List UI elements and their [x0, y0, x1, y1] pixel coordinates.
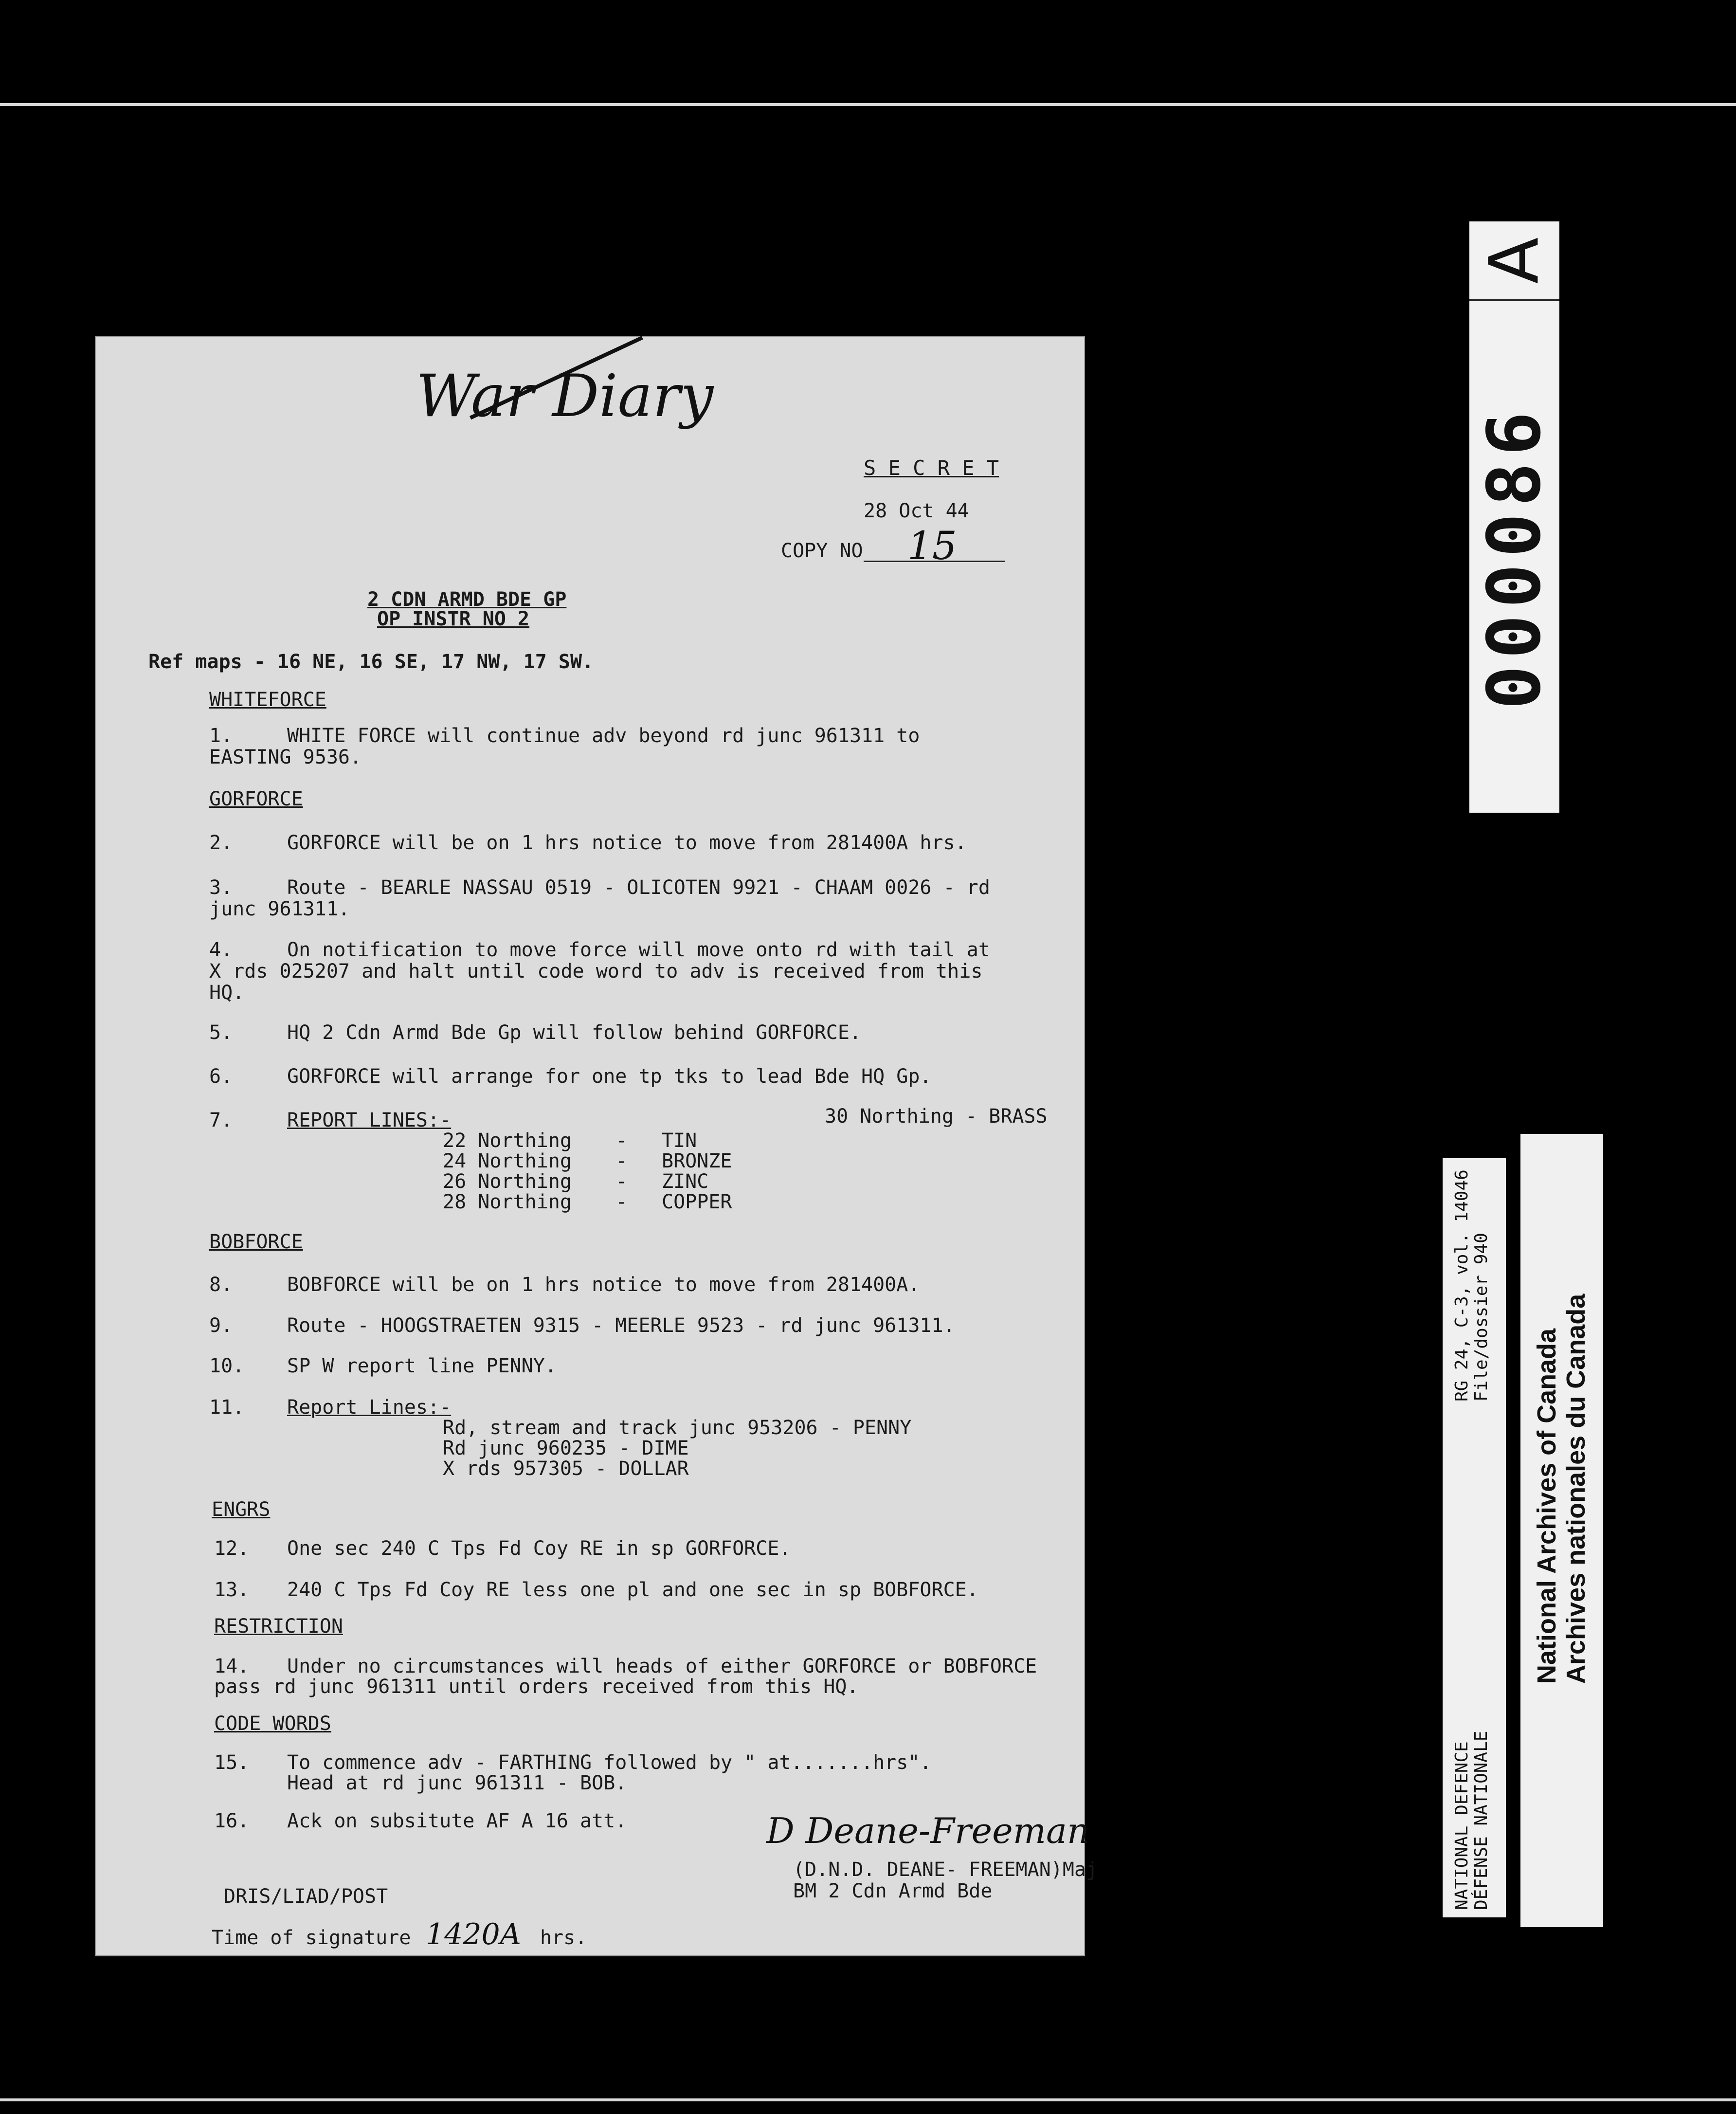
copy-number: 15: [907, 523, 957, 568]
report-line-code: BRONZE: [662, 1150, 732, 1172]
report-line-code: ZINC: [662, 1170, 709, 1193]
para-number: 12.: [214, 1537, 250, 1560]
para-text: EASTING 9536.: [209, 746, 362, 768]
doc-title-line1: 2 CDN ARMD BDE GP: [367, 588, 567, 611]
para-text: BOBFORCE will be on 1 hrs notice to move from 281400A.: [287, 1274, 920, 1296]
report-line-dash: -: [615, 1191, 628, 1213]
archive-stamp-number: 000086: [1472, 405, 1557, 710]
report-line-northing: 22 Northing: [443, 1130, 572, 1152]
para-text: Route - BEARLE NASSAU 0519 - OLICOTEN 9921 - CHAAM 0026 - rd: [287, 876, 990, 899]
para-number: 1.: [209, 725, 233, 747]
para-text: HQ 2 Cdn Armd Bde Gp will follow behind GORFORCE.: [287, 1021, 862, 1044]
para-number: 15.: [214, 1751, 250, 1774]
report-line-code: TIN: [662, 1130, 697, 1152]
time-of-signature-label: Time of signature: [212, 1927, 411, 1949]
para-number: 9.: [209, 1314, 233, 1337]
report-line-code: COPPER: [662, 1191, 732, 1213]
para-text: junc 961311.: [209, 898, 350, 920]
scan-bottom-line: [0, 2098, 1736, 2101]
signatory-appointment: BM 2 Cdn Armd Bde: [793, 1880, 993, 1902]
para-text: Head at rd junc 961311 - BOB.: [287, 1772, 627, 1794]
para-text: pass rd junc 961311 until orders received from this HQ.: [214, 1676, 859, 1698]
para-number: 7.: [209, 1109, 233, 1131]
para-number: 13.: [214, 1579, 250, 1601]
classification: S E C R E T: [864, 456, 999, 480]
report-lines-heading-2: Report Lines:-: [287, 1396, 452, 1419]
para-number: 5.: [209, 1021, 233, 1044]
para-number: 8.: [209, 1274, 233, 1296]
report-line-northing: 24 Northing: [443, 1150, 572, 1172]
para-number: 6.: [209, 1065, 233, 1088]
report-line-northing: 26 Northing: [443, 1170, 572, 1193]
section-whiteforce: WHITEFORCE: [209, 689, 326, 711]
archive-stamp-letter: A: [1475, 237, 1554, 284]
para-text: To commence adv - FARTHING followed by " at.......hrs".: [287, 1751, 932, 1774]
signatory-name: (D.N.D. DEANE- FREEMAN)Maj: [793, 1859, 1098, 1881]
document-sheet: [95, 336, 1098, 1956]
para-text: Ack on subsitute AF A 16 att.: [287, 1810, 627, 1832]
scan-top-line: [0, 103, 1736, 106]
document-date: 28 Oct 44: [864, 500, 969, 522]
section-restriction: RESTRICTION: [214, 1615, 343, 1638]
para-text: Route - HOOGSTRAETEN 9315 - MEERLE 9523 - rd junc 961311.: [287, 1314, 955, 1337]
report-line-dash: -: [615, 1170, 628, 1193]
ref-maps: Ref maps - 16 NE, 16 SE, 17 NW, 17 SW.: [148, 651, 594, 673]
distribution: DRIS/LIAD/POST: [224, 1885, 388, 1908]
para-text: On notification to move force will move onto rd with tail at: [287, 939, 990, 961]
report-line-dash: -: [615, 1150, 628, 1172]
para-text: GORFORCE will be on 1 hrs notice to move from 281400A hrs.: [287, 832, 967, 854]
nac-fr: Archives nationales du Canada: [1561, 1294, 1591, 1684]
para-text: Under no circumstances will heads of either GORFORCE or BOBFORCE: [287, 1655, 1037, 1677]
para-number: 4.: [209, 939, 233, 961]
handwritten-header: War Diary: [416, 363, 714, 430]
archive-stamp-letter-box: [1469, 221, 1559, 301]
para-number: 2.: [209, 832, 233, 854]
report-line-2: Rd, stream and track junc 953206 - PENNY: [443, 1417, 912, 1439]
para-text: One sec 240 C Tps Fd Coy RE in sp GORFORCE.: [287, 1537, 791, 1560]
para-number: 3.: [209, 876, 233, 899]
para-text: X rds 025207 and halt until code word to adv is received from this: [209, 960, 983, 983]
report-line-northing: 28 Northing: [443, 1191, 572, 1213]
time-suffix: hrs.: [540, 1927, 587, 1949]
para-text: WHITE FORCE will continue adv beyond rd junc 961311 to: [287, 725, 920, 747]
doc-title-line2: OP INSTR NO 2: [377, 608, 530, 630]
para-number: 11.: [209, 1396, 245, 1419]
para-text: SP W report line PENNY.: [287, 1355, 557, 1377]
report-line-2: Rd junc 960235 - DIME: [443, 1437, 689, 1459]
report-lines-heading: REPORT LINES:-: [287, 1109, 452, 1131]
report-line-extra: 30 Northing - BRASS: [825, 1105, 1048, 1128]
section-code-words: CODE WORDS: [214, 1713, 331, 1735]
para-text: GORFORCE will arrange for one tp tks to lead Bde HQ Gp.: [287, 1065, 932, 1088]
para-text: 240 C Tps Fd Coy RE less one pl and one sec in sp BOBFORCE.: [287, 1579, 978, 1601]
section-gorforce: GORFORCE: [209, 788, 303, 810]
section-bobforce: BOBFORCE: [209, 1231, 303, 1253]
dept-en: NATIONAL DEFENCE: [1452, 1741, 1472, 1910]
time-of-signature-value: 1420A: [426, 1917, 522, 1951]
signature: D Deane-Freeman: [766, 1810, 1090, 1851]
para-number: 16.: [214, 1810, 250, 1832]
para-text: HQ.: [209, 982, 245, 1004]
para-number: 10.: [209, 1355, 245, 1377]
archive-ref-line1: RG 24, C-3, vol. 14046: [1452, 1169, 1472, 1402]
report-line-2: X rds 957305 - DOLLAR: [443, 1458, 689, 1480]
para-number: 14.: [214, 1655, 250, 1677]
report-line-dash: -: [615, 1130, 628, 1152]
dept-fr: DÉFENSE NATIONALE: [1471, 1731, 1491, 1910]
nac-en: National Archives of Canada: [1532, 1328, 1561, 1684]
archive-ref-line2: File/dossier 940: [1471, 1233, 1491, 1402]
copy-label: COPY NO: [781, 540, 863, 562]
section-engrs: ENGRS: [212, 1498, 271, 1521]
